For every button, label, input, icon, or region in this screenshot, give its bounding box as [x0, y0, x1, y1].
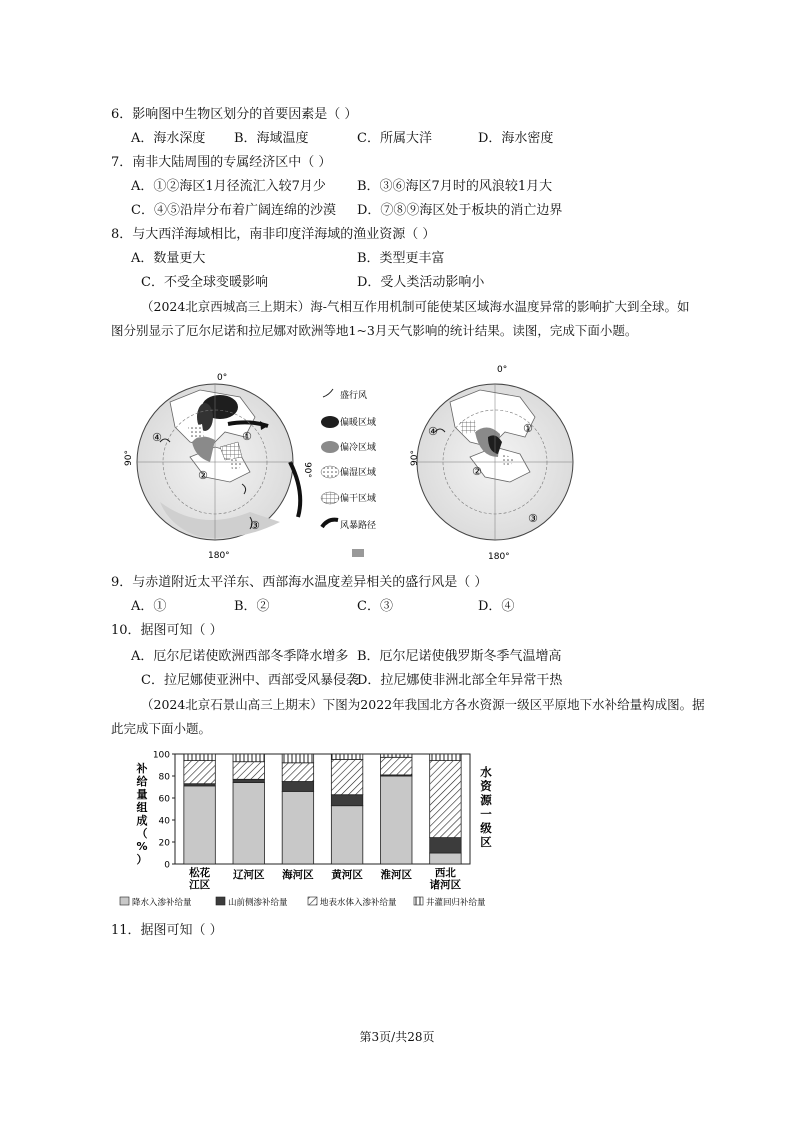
- legend-swatch: [216, 897, 225, 905]
- q7-option-b: B．③⑥海区7月时的风浪较1月大: [357, 179, 553, 194]
- q6-stem: 6．影响图中生物区划分的首要因素是（ ）: [111, 107, 358, 122]
- label-2: ②: [198, 469, 208, 482]
- q10-option-b: B．厄尔尼诺使俄罗斯冬季气温增高: [357, 649, 562, 664]
- left-deg-bottom: 180°: [208, 551, 230, 561]
- bar-segment: [331, 806, 362, 864]
- y-axis-label-char: 成: [136, 814, 148, 827]
- y-ticks: [153, 751, 175, 871]
- legend-label: 地表水体入渗补给量: [320, 898, 397, 908]
- y-axis-label-char: 给: [136, 775, 148, 788]
- bar-segment: [184, 754, 215, 761]
- label-3: ③: [250, 519, 260, 532]
- legend-warm: 偏暖区域: [340, 418, 377, 428]
- legend-swatch: [120, 897, 129, 905]
- legend-prevailing-wind: 盛行风: [340, 391, 368, 401]
- intro1-line2: 图分别显示了厄尔尼诺和拉尼娜对欧洲等地1~3月天气影响的统计结果。读图，完成下面小题。: [111, 323, 638, 338]
- q11-stem: 11．据图可知（ ）: [111, 923, 223, 938]
- bar-segment: [282, 754, 313, 763]
- q7-option-d: D．⑦⑧⑨海区处于板块的消亡边界: [357, 203, 563, 218]
- bar-segment: [430, 838, 461, 853]
- legend-label: 降水入渗补给量: [132, 898, 192, 908]
- el-nino-map: [124, 373, 300, 561]
- q9-option-a: A．①: [131, 599, 167, 614]
- y-axis-label-char: （: [136, 827, 148, 840]
- intro2-line1: （2024北京石景山高三上期末）下图为2022年我国北方各水资源一级区平原地下水补给量构成图。据: [141, 697, 705, 712]
- y-axis-label-char: ）: [136, 853, 148, 866]
- q7-stem: 7．南非大陆周围的专属经济区中（ ）: [111, 155, 332, 170]
- x-category-label: 黄河区: [331, 869, 363, 881]
- intro2-line2: 此完成下面小题。: [111, 721, 212, 736]
- right-label-3: ③: [528, 512, 538, 525]
- y-tick-label: 80: [158, 772, 170, 783]
- chart-legend: [120, 897, 486, 908]
- x-category-label: 诸河区: [429, 879, 462, 891]
- right-label-4: ④: [428, 425, 438, 438]
- bar-segment: [331, 795, 362, 806]
- right-label-char: 级: [480, 821, 492, 835]
- q9-stem: 9．与赤道附近太平洋东、西部海水温度差异相关的盛行风是（ ）: [111, 575, 488, 590]
- right-label-char: 水: [480, 765, 492, 779]
- y-tick-label: 40: [158, 816, 170, 827]
- plot-frame: [175, 754, 470, 864]
- q8-stem: 8．与大西洋海域相比，南非印度洋海域的渔业资源（ ）: [111, 227, 436, 242]
- left-deg-left: 90°: [124, 450, 134, 466]
- q6-option-c: C．所属大洋: [357, 131, 432, 146]
- right-axis-label: [480, 765, 492, 849]
- q10-option-a: A．厄尔尼诺使欧洲西部冬季降水增多: [131, 649, 349, 664]
- bar-segment: [282, 782, 313, 792]
- legend-cold: 偏冷区域: [340, 443, 377, 453]
- x-category-label: 淮河区: [380, 869, 412, 881]
- bar-segment: [430, 761, 461, 838]
- bar-segment: [381, 776, 412, 864]
- q9-option-c: C．③: [357, 599, 393, 614]
- bar-segment: [381, 757, 412, 775]
- y-axis-label-char: 量: [136, 788, 148, 801]
- bar-segment: [331, 760, 362, 795]
- q8-option-d: D．受人类活动影响小: [357, 275, 485, 290]
- q7-option-c: C．④⑤沿岸分布着广阔连绵的沙漠: [131, 203, 336, 218]
- right-label-1: ①: [523, 422, 533, 435]
- legend-label: 山前侧渗补给量: [228, 898, 288, 908]
- y-axis-label-group: [136, 761, 148, 866]
- x-category-label: 西北: [434, 867, 456, 879]
- y-tick-label: 100: [152, 750, 170, 761]
- q9-option-b: B．②: [234, 599, 270, 614]
- groundwater-recharge-chart: [130, 744, 520, 914]
- y-axis-label-char: %: [136, 840, 148, 853]
- x-categories: [188, 866, 462, 891]
- legend-dry: 偏干区域: [340, 494, 377, 504]
- q8-option-a: A．数量更大: [131, 251, 206, 266]
- right-deg-top: 0°: [497, 365, 508, 375]
- q6-option-d: D．海水密度: [478, 131, 554, 146]
- q8-option-c: C．不受全球变暖影响: [141, 275, 268, 290]
- right-deg-left: 90°: [410, 450, 420, 466]
- bar-segment: [381, 754, 412, 757]
- x-category-label: 辽河区: [233, 869, 265, 881]
- legend-label: 井灌回归补给量: [426, 898, 486, 908]
- bar-segment: [282, 791, 313, 864]
- right-label-char: 一: [480, 807, 492, 821]
- bar-segment: [430, 754, 461, 761]
- q9-option-d: D．④: [478, 599, 515, 614]
- bar-segment: [184, 786, 215, 864]
- bar-segment: [233, 783, 264, 864]
- legend-storm-track: 风暴路径: [340, 521, 377, 531]
- bar-segment: [331, 754, 362, 760]
- x-category-label: 松花: [189, 867, 211, 879]
- intro1-line1: （2024北京西城高三上期末）海-气相互作用机制可能使某区域海水温度异常的影响扩大到全球。如: [141, 299, 690, 314]
- q6-option-a: A．海水深度: [131, 131, 206, 146]
- right-deg-bottom: 180°: [488, 552, 510, 562]
- q10-option-d: D．拉尼娜使非洲北部全年异常干热: [357, 673, 563, 688]
- legend-wet: 偏湿区域: [340, 468, 377, 478]
- y-axis-label-char: 补: [136, 762, 148, 775]
- la-nina-map: [410, 365, 573, 562]
- left-deg-top: 0°: [217, 373, 228, 383]
- right-label-char: 区: [480, 835, 492, 849]
- bar-segment: [184, 761, 215, 784]
- bar-segment: [233, 754, 264, 762]
- left-deg-right: 90°: [302, 462, 312, 478]
- bar-segment: [233, 779, 264, 782]
- y-tick-label: 60: [158, 794, 170, 805]
- bar-segment: [282, 763, 313, 782]
- page-footer: 第3页/共28页: [359, 1030, 435, 1044]
- y-axis-label-char: 组: [136, 801, 148, 814]
- x-category-label: 海河区: [282, 869, 314, 881]
- bar-segment: [430, 853, 461, 864]
- x-category-label: 江区: [189, 879, 211, 891]
- y-tick-label: 20: [158, 838, 170, 849]
- q6-option-b: B．海域温度: [234, 131, 309, 146]
- q7-option-a: A．①②海区1月径流汇入较7月少: [131, 179, 326, 194]
- label-4: ④: [152, 431, 162, 444]
- legend-swatch: [308, 897, 317, 905]
- q10-option-c: C．拉尼娜使亚洲中、西部受风暴侵袭: [141, 673, 359, 688]
- label-1: ①: [242, 430, 252, 443]
- el-nino-la-nina-maps: [124, 362, 580, 567]
- y-tick-label: 0: [164, 860, 170, 871]
- right-label-char: 源: [480, 793, 492, 807]
- right-label-char: 资: [480, 779, 492, 793]
- right-label-2: ②: [472, 465, 482, 478]
- bar-segment: [233, 762, 264, 780]
- q10-stem: 10．据图可知（ ）: [111, 623, 223, 638]
- legend-swatch: [414, 897, 423, 905]
- q8-option-b: B．类型更丰富: [357, 251, 445, 266]
- map-legend: [302, 389, 376, 557]
